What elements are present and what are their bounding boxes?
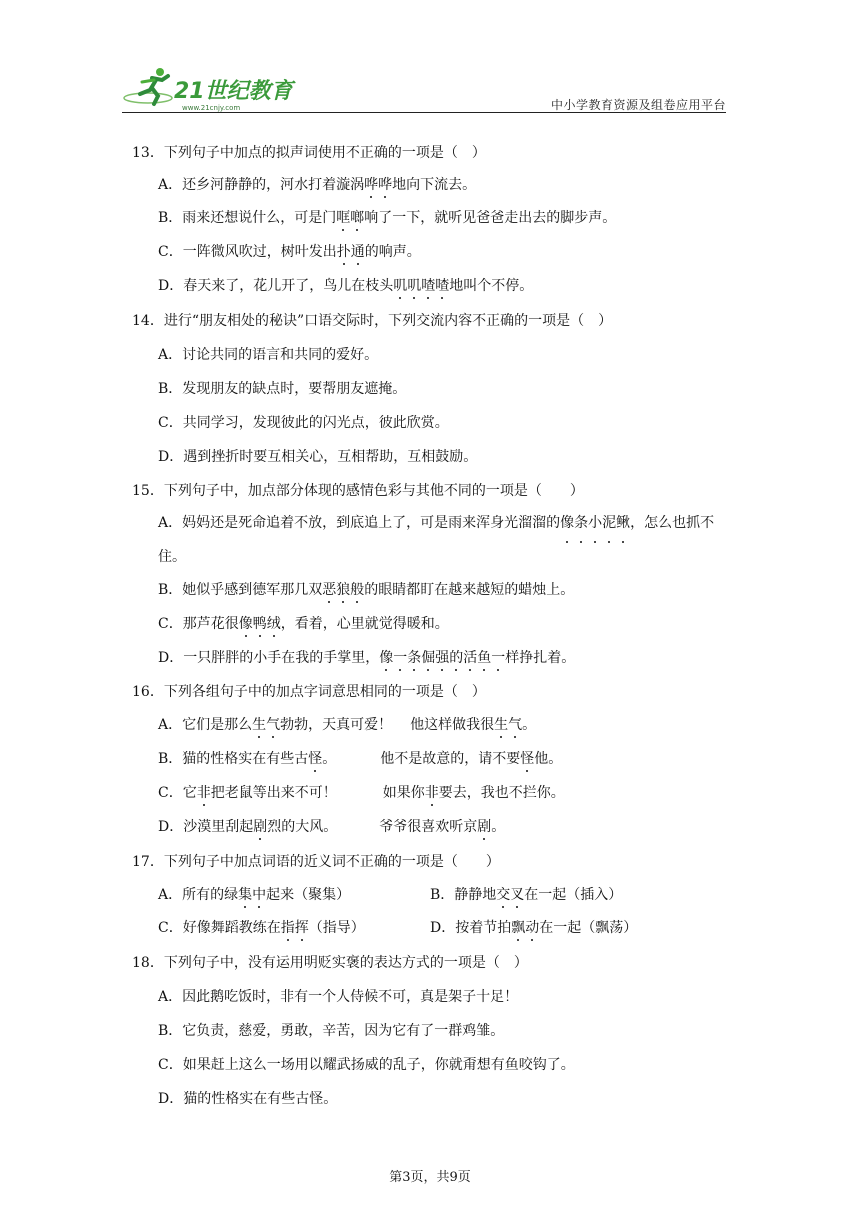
option-16a: A．它们是那么生气勃勃，天真可爱！ 他这样做我很生气。	[158, 717, 537, 733]
question-18: 18．下列句子中，没有运用明贬实褒的表达方式的一项是（ ）	[132, 955, 528, 971]
option-14b: B．发现朋友的缺点时，要帮朋友遮掩。	[158, 381, 407, 397]
option-15d: D．一只胖胖的小手在我的手掌里，像一条倔强的活鱼一样挣扎着。	[158, 650, 576, 666]
platform-title: 中小学教育资源及组卷应用平台	[550, 98, 726, 112]
runner-icon	[124, 68, 172, 104]
question-14: 14．进行“朋友相处的秘诀”口语交际时，下列交流内容不正确的一项是（ ）	[132, 313, 613, 329]
option-18c: C．如果赶上这么一场用以耀武扬威的乱子，你就甭想有鱼咬钩了。	[158, 1057, 575, 1073]
option-16d: D．沙漠里刮起剧烈的大风。 爷爷很喜欢听京剧。	[158, 819, 506, 835]
question-15: 15．下列句子中，加点部分体现的感情色彩与其他不同的一项是（ ）	[132, 483, 584, 499]
option-14a: A．讨论共同的语言和共同的爱好。	[158, 347, 379, 363]
option-15b: B．她似乎感到德军那几双恶狼般的眼睛都盯在越来越短的蜡烛上。	[158, 582, 575, 598]
question-13: 13．下列句子中加点的拟声词使用不正确的一项是（ ）	[132, 145, 486, 161]
option-13b: B．雨来还想说什么，可是门哐啷响了一下，就听见爸爸走出去的脚步声。	[158, 210, 617, 226]
page-header	[122, 64, 726, 114]
page-number: 第3页，共9页	[389, 1170, 471, 1185]
option-17d: D．按着节拍飘动在一起（飘荡）	[430, 920, 638, 936]
option-13d: D．春天来了，花儿开了，鸟儿在枝头叽叽喳喳地叫个不停。	[158, 278, 534, 294]
svg-text:21世纪教育: 21世纪教育	[174, 79, 293, 104]
svg-text:www.21cnjy.com: www.21cnjy.com	[182, 104, 241, 112]
option-14c: C．共同学习，发现彼此的闪光点，彼此欣赏。	[158, 415, 449, 431]
question-16: 16．下列各组句子中的加点字词意思相同的一项是（ ）	[132, 684, 486, 700]
site-logo	[122, 64, 322, 114]
option-16b: B．猫的性格实在有些古怪。 他不是故意的，请不要怪他。	[158, 751, 563, 767]
option-15c: C．那芦花很像鸭绒，看着，心里就觉得暖和。	[158, 616, 449, 632]
option-14d: D．遇到挫折时要互相关心，互相帮助，互相鼓励。	[158, 449, 478, 465]
option-13a: A．还乡河静静的，河水打着漩涡哗哗地向下流去。	[158, 177, 477, 193]
question-17: 17．下列句子中加点词语的近义词不正确的一项是（ ）	[132, 854, 500, 870]
option-18a: A．因此鹅吃饭时，非有一个人侍候不可，真是架子十足！	[158, 989, 519, 1005]
option-18b: B．它负责，慈爱，勇敢，辛苦，因为它有了一群鸡雏。	[158, 1023, 505, 1039]
option-17b: B．静静地交叉在一起（插入）	[430, 887, 623, 903]
option-13c: C．一阵微风吹过，树叶发出扑通的响声。	[158, 244, 421, 260]
option-15a: A．妈妈还是死命追着不放，到底追上了，可是雨来浑身光溜溜的像条小泥鳅，怎么也抓不住。	[158, 506, 730, 574]
option-17a: A．所有的绿集中起来（聚集）	[158, 887, 351, 903]
option-17c: C．好像舞蹈教练在指挥（指导）	[158, 920, 365, 936]
option-16c: C．它非把老鼠等出来不可！ 如果你非要去，我也不拦你。	[158, 785, 565, 801]
option-18d: D．猫的性格实在有些古怪。	[158, 1091, 338, 1107]
header-divider	[122, 112, 726, 113]
